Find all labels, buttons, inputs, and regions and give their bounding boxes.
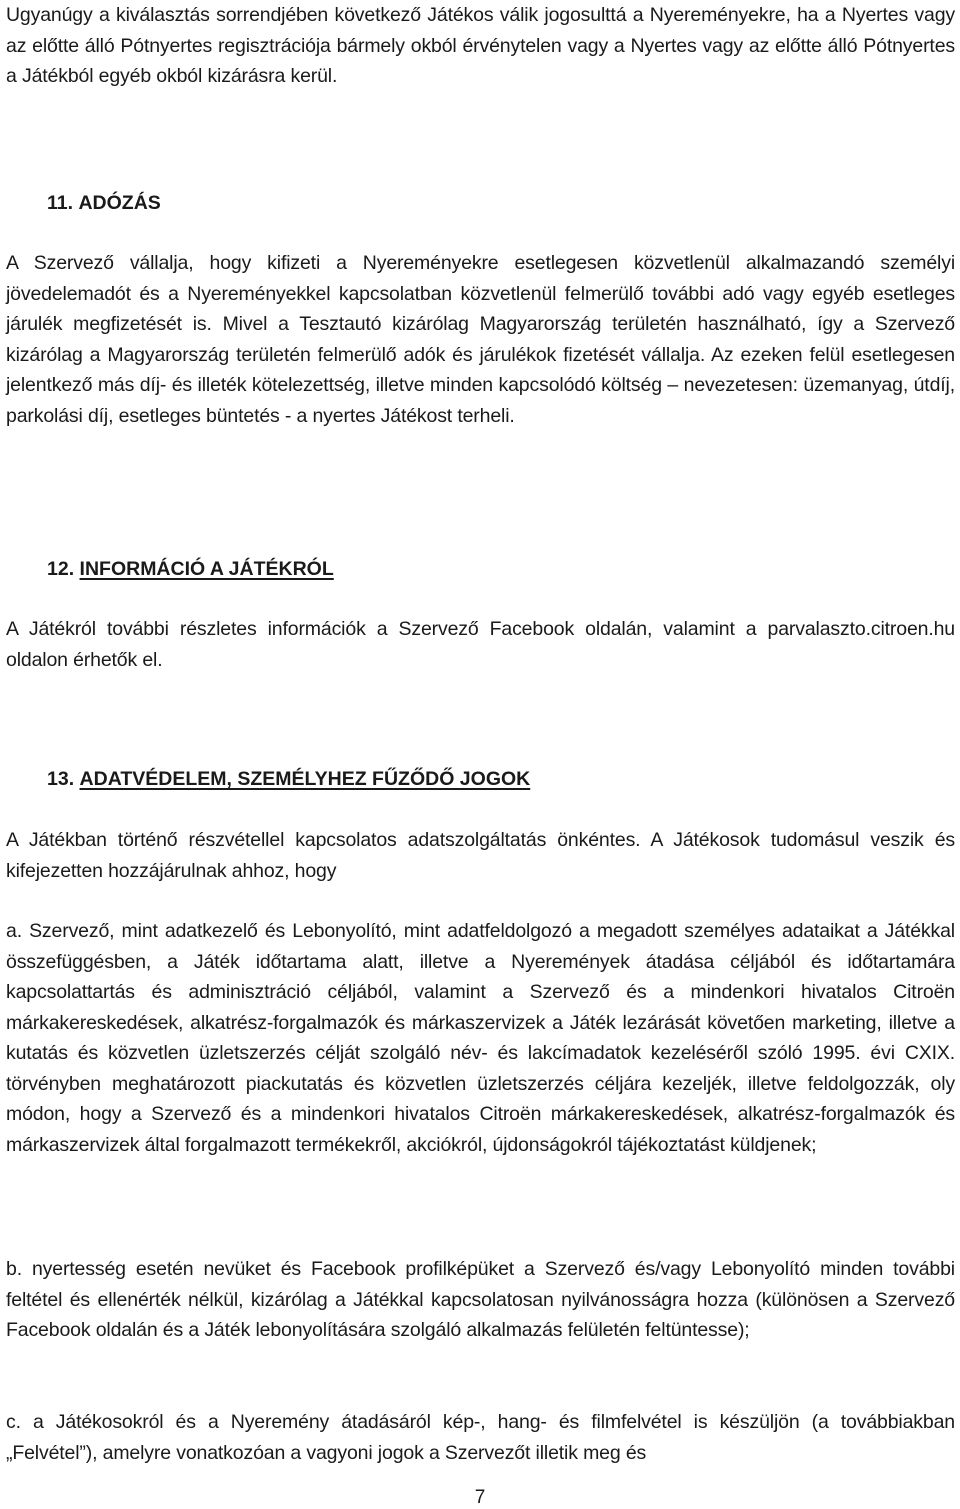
section-12-paragraph: A Játékról további részletes információk a Szervező Facebook oldalán, valamint a parvalaszto.citroen.hu oldalon érhetők el. <box>6 618 955 671</box>
intro-paragraph: Ugyanúgy a kiválasztás sorrendjében következő Játékos válik jogosulttá a Nyereményekre, ha a Nyertes vagy az előtte álló Pótnyertes regisztrációja bármely okból érvénytelen vagy a Nyertes vagy az előtte álló Pótnyertes a Játékból egyéb okból kizárásra kerül. <box>6 4 955 87</box>
section-13-item-c: c. a Játékosokról és a Nyeremény átadásáról kép-, hang- és filmfelvétel is készüljön (a továbbiakban „Felvétel”), amelyre vonatkozóan a vagyoni jogok a Szervezőt illetik meg és <box>6 1411 955 1464</box>
section-13-intro-paragraph: A Játékban történő részvétellel kapcsolatos adatszolgáltatás önkéntes. A Játékosok tudomásul veszik és kifejezetten hozzájárulnak ahhoz, hogy <box>6 829 955 882</box>
section-11-heading <box>47 188 161 218</box>
section-13-number: 13. <box>47 768 75 790</box>
section-11-paragraph: A Szervező vállalja, hogy kifizeti a Nyereményekre esetlegesen közvetlenül alkalmazandó személyi jövedelemadót és a Nyereményekkel kapcsolatban közvetlenül felmerülő további adó vagy egyéb esetleges járulék megfizetését is. Mivel a Tesztautó kizárólag Magyarország területén használható, így a Szervező kizárólag a Magyarország területén felmerülő adók és járulékok fizetését vállalja. Az ezeken felül esetlegesen jelentkező más díj- és illeték kötelezettség, illetve minden kapcsolódó költség – nevezetesen: üzemanyag, útdíj, parkolási díj, esetleges büntetés - a nyertes Játékost terheli. <box>6 252 955 427</box>
section-12-number: 12. <box>47 558 75 580</box>
page-number: 7 <box>474 1487 486 1508</box>
section-11-number: 11. <box>47 192 74 214</box>
section-13-title: ADATVÉDELEM, SZEMÉLYHEZ FŰZŐDŐ JOGOK <box>79 768 531 790</box>
section-13-item-a: a. Szervező, mint adatkezelő és Lebonyolító, mint adatfeldolgozó a megadott személyes adataikat a Játékkal összefüggésben, a Játék időtartama alatt, illetve a Nyeremények átadása céljából és időtartamára kapcsolattartás és adminisztráció céljából, valamint a Szervező és a mindenkori hivatalos Citroën márkakereskedések, alkatrész-forgalmazók és márkaszervizek a Játék lezárását követően marketing, illetve a kutatás és közvetlen üzletszerzés célját szolgáló név- és lakcímadatok kezeléséről szóló 1995. évi CXIX. törvényben meghatározott piackutatás és közvetlen üzletszerzés céljára kezeljék, illetve feldolgozzák, oly módon, hogy a Szervező és a mindenkori hivatalos Citroën márkakereskedések, alkatrész-forgalmazók és márkaszervizek által forgalmazott termékekről, akciókról, újdonságokról tájékoztatást küldjenek; <box>6 920 955 1156</box>
section-13-heading <box>47 764 530 794</box>
section-13-item-b: b. nyertesség esetén nevüket és Facebook profilképüket a Szervező és/vagy Lebonyolító minden további feltétel és ellenérték nélkül, kizárólag a Játékkal kapcsolatosan nyilvánosságra hozza (különösen a Szervező Facebook oldalán és a Játék lebonyolítására szolgáló alkalmazás felületén feltüntesse); <box>6 1258 955 1341</box>
section-12-title: INFORMÁCIÓ A JÁTÉKRÓL <box>79 558 334 580</box>
section-11-title: ADÓZÁS <box>78 192 161 214</box>
section-12-heading <box>47 554 334 584</box>
